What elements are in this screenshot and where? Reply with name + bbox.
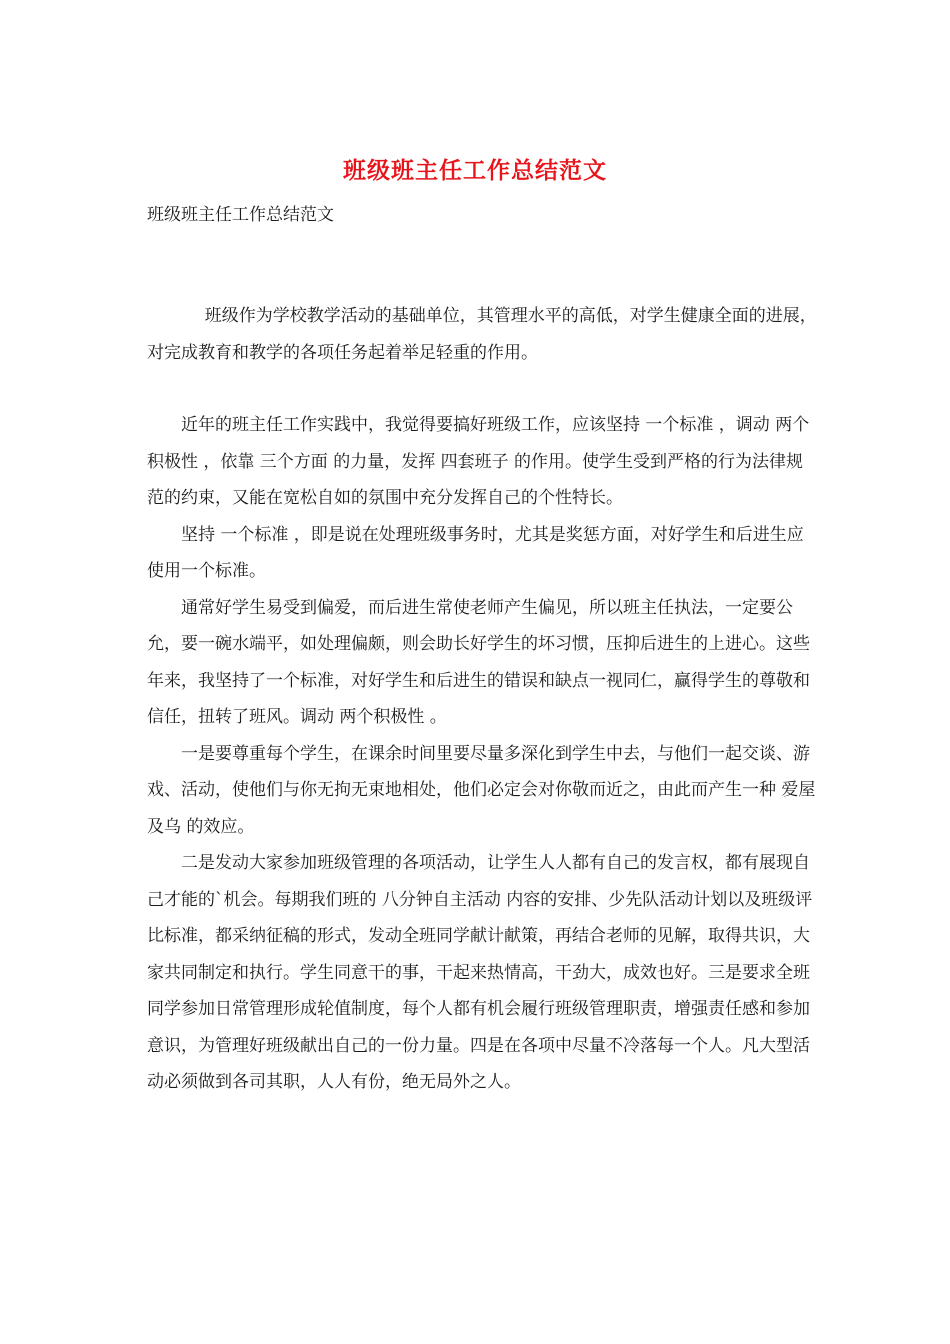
document-subtitle: 班级班主任工作总结范文: [147, 205, 334, 225]
paragraph-3: 坚持 一个标准 ，即是说在处理班级事务时，尤其是奖惩方面，对好学生和后进生应使用一个标准。: [147, 524, 804, 581]
paragraph-1: 班级作为学校教学活动的基础单位，其管理水平的高低，对学生健康全面的进展，对完成教育和教学的各项任务起着举足轻重的作用。: [147, 306, 817, 363]
paragraph-2: 近年的班主任工作实践中，我觉得要搞好班级工作，应该坚持 一个标准 ，调动 两个积极性 ，依靠 三个方面 的力量，发挥 四套班子 的作用。使学生受到严格的行为法律规范的约束，又能在宽松自如的氛围中充分发挥自己的个性特长。: [147, 415, 810, 508]
document-title: 班级班主任工作总结范文: [343, 157, 607, 184]
paragraph-4: 通常好学生易受到偏爱，而后进生常使老师产生偏见，所以班主任执法，一定要公允，要一碗水端平，如处理偏颇，则会助长好学生的坏习惯，压抑后进生的上进心。这些年来，我坚持了一个标准，对好学生和后进生的错误和缺点一视同仁，赢得学生的尊敬和信任，扭转了班风。调动 两个积极性 。: [147, 597, 810, 727]
paragraph-5: 一是要尊重每个学生，在课余时间里要尽量多深化到学生中去，与他们一起交谈、游戏、活动，使他们与你无拘无束地相处，他们必定会对你敬而近之，由此而产生一种 爱屋及乌 的效应。: [147, 743, 816, 837]
paragraph-6: 二是发动大家参加班级管理的各项活动，让学生人人都有自己的发言权，都有展现自己才能的`机会。每期我们班的 八分钟自主活动 内容的安排、少先队活动计划以及班级评比标准，都采纳征稿的形式，发动全班同学献计献策，再结合老师的见解，取得共识，大家共同制定和执行。学生同意干的事，干起来热情高，干劲大，成效也好。三是要求全班同学参加日常管理形成轮值制度，每个人都有机会履行班级管理职责，增强责任感和参加意识，为管理好班级献出自己的一份力量。四是在各项中尽量不冷落每一个人。凡大型活动必须做到各司其职，人人有份，绝无局外之人。: [147, 853, 813, 1092]
document-body: [147, 298, 819, 1101]
